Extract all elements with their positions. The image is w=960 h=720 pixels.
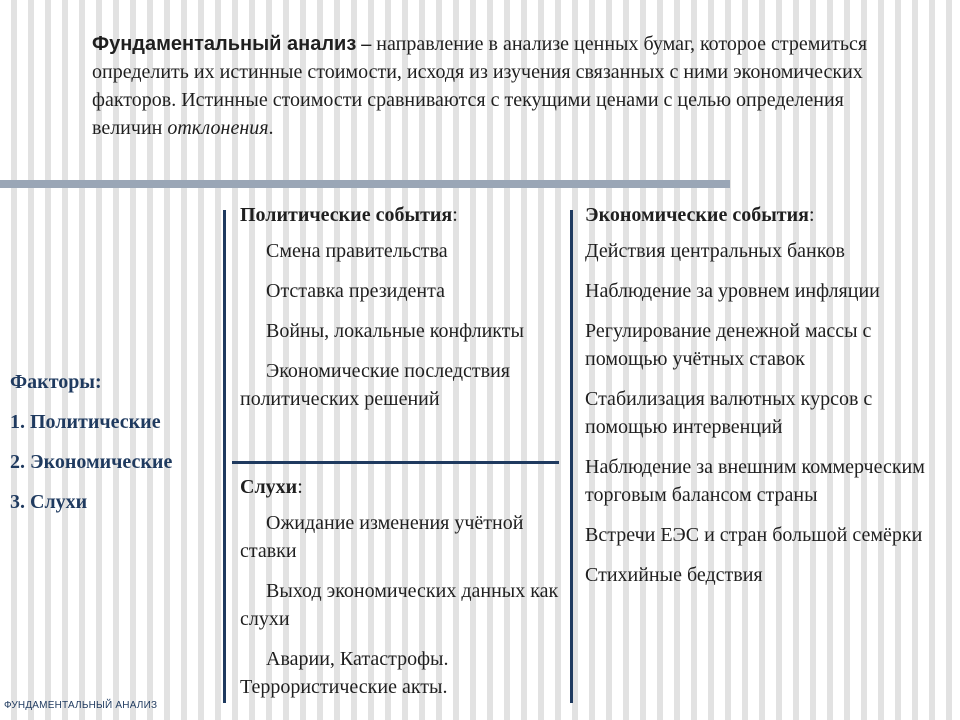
rumors-heading	[240, 473, 565, 501]
economic-event-item: Регулирование денежной массы с помощью учётных ставок	[585, 320, 872, 370]
economic-events-title: Экономические события	[585, 204, 809, 226]
political-events-colon: :	[452, 204, 458, 226]
rumor-item: Выход экономических данных как слухи	[240, 580, 559, 630]
factor-item: 1. Политические	[10, 411, 161, 433]
factors-title: Факторы:	[10, 371, 102, 393]
political-event-item: Смена правительства	[266, 240, 448, 262]
factor-item: 3. Слухи	[10, 491, 88, 513]
definition-italic-word: отклонения	[167, 117, 269, 139]
rumors-column	[240, 473, 565, 713]
economic-event-item: Стабилизация валютных курсов с помощью интервенций	[585, 388, 873, 438]
footer-label: ФУНДАМЕНТАЛЬНЫЙ АНАЛИЗ	[4, 700, 158, 711]
right-vertical-line	[570, 210, 573, 703]
definition-paragraph	[92, 30, 912, 142]
political-event-item: Войны, локальные конфликты	[266, 320, 524, 342]
economic-event-item: Встречи ЕЭС и стран большой семёрки	[585, 524, 923, 546]
definition-term: Фундаментальный анализ	[92, 33, 357, 55]
rumor-item: Ожидание изменения учётной ставки	[240, 512, 524, 562]
political-event-item: Отставка президента	[266, 280, 445, 302]
rumors-colon: :	[297, 476, 303, 498]
political-events-title: Политические события	[240, 204, 453, 226]
political-event-item: Экономические последствия политических решений	[240, 360, 511, 410]
rumor-item: Аварии, Катастрофы. Террористические акты.	[240, 648, 449, 698]
left-vertical-line	[223, 210, 226, 703]
factors-list	[10, 368, 220, 528]
political-events-heading	[240, 201, 565, 229]
economic-events-column	[585, 201, 935, 601]
rumors-title: Слухи	[240, 476, 298, 498]
definition-end: .	[268, 117, 274, 139]
economic-event-item: Наблюдение за уровнем инфляции	[585, 280, 880, 302]
definition-text: направление в анализе ценных бумаг, которое стремиться определить их истинные стоимости, исходя из изучения связанных с ними экономических факторов. Истинные стоимости сравниваются с текущими ценами с целью определения величин	[92, 33, 868, 139]
economic-events-heading	[585, 201, 935, 229]
economic-event-item: Стихийные бедствия	[585, 564, 763, 586]
economic-events-colon: :	[808, 204, 815, 226]
factor-item: 2. Экономические	[10, 451, 173, 473]
economic-event-item: Наблюдение за внешним коммерческим торговым балансом страны	[585, 456, 925, 506]
section-divider	[232, 461, 559, 464]
political-events-column	[240, 201, 565, 425]
economic-event-item: Действия центральных банков	[585, 240, 845, 262]
definition-dash: –	[356, 33, 377, 55]
horizontal-rule	[0, 180, 730, 188]
